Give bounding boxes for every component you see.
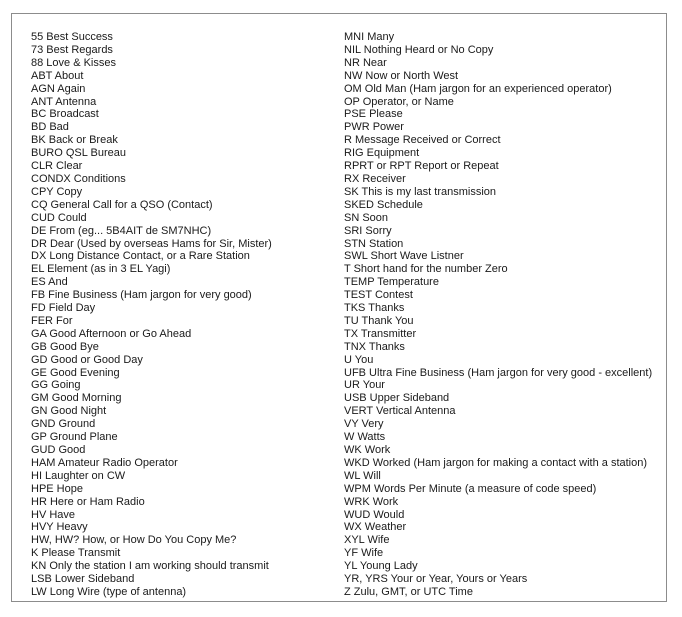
- abbreviation-item: TEMP Temperature: [344, 276, 439, 289]
- abbreviation-item: MNI Many: [344, 31, 395, 43]
- abbreviation-item: VERT Vertical Antenna: [344, 405, 456, 418]
- abbreviation-item: ES And: [31, 276, 68, 289]
- abbreviation-item: DR Dear (Used by overseas Hams for Sir, Mister): [31, 237, 272, 250]
- abbreviation-item: WUD Would: [344, 508, 405, 521]
- abbreviation-item: GUD Good: [31, 444, 86, 456]
- abbreviation-item: TKS Thanks: [344, 302, 405, 315]
- abbreviation-item: GE Good Evening: [31, 366, 120, 379]
- abbreviation-item: HR Here or Ham Radio: [31, 495, 145, 508]
- abbreviation-item: CLR Clear: [31, 160, 83, 173]
- abbreviation-item: 55 Best Success: [31, 31, 113, 43]
- abbreviation-item: GN Good Night: [31, 405, 107, 418]
- abbreviation-item: BK Back or Break: [31, 134, 118, 147]
- abbreviation-item: SRI Sorry: [344, 224, 392, 237]
- abbreviation-item: VY Very: [344, 418, 384, 431]
- abbreviation-item: SN Soon: [344, 211, 389, 224]
- abbreviation-item: HVY Heavy: [31, 521, 88, 534]
- abbreviation-item: WPM Words Per Minute (a measure of code speed): [344, 482, 597, 495]
- abbreviation-item: FER For: [31, 314, 73, 327]
- abbreviation-item: HPE Hope: [31, 482, 83, 495]
- abbreviation-item: NW Now or North West: [344, 69, 459, 82]
- abbreviation-item: CUD Could: [31, 211, 87, 224]
- abbreviation-item: BC Broadcast: [31, 108, 99, 121]
- abbreviation-item: RIG Equipment: [344, 147, 420, 160]
- abbreviation-item: DE From (eg... 5B4AIT de SM7NHC): [31, 224, 212, 237]
- abbreviation-item: WKD Worked (Ham jargon for making a contact with a station): [344, 456, 648, 469]
- abbreviation-item: WRK Work: [344, 495, 399, 508]
- abbreviation-item: HI Laughter on CW: [31, 469, 126, 482]
- abbreviation-item: HW, HW? How, or How Do You Copy Me?: [31, 534, 237, 547]
- abbreviation-item: PWR Power: [344, 121, 404, 134]
- abbreviation-item: STN Station: [344, 237, 404, 250]
- abbreviation-item: OP Operator, or Name: [344, 95, 454, 108]
- abbreviation-table: [11, 13, 667, 602]
- abbreviation-item: CQ General Call for a QSO (Contact): [31, 198, 213, 211]
- abbreviation-item: OM Old Man (Ham jargon for an experienced operator): [344, 82, 612, 95]
- abbreviation-item: NIL Nothing Heard or No Copy: [344, 43, 494, 56]
- abbreviation-item: R Message Received or Correct: [344, 134, 501, 147]
- abbreviation-item: TEST Contest: [344, 289, 413, 302]
- abbreviation-item: UR Your: [344, 379, 385, 392]
- abbreviation-item: GG Going: [31, 379, 81, 392]
- abbreviation-item: WK Work: [344, 444, 391, 456]
- abbreviation-list-right: [344, 31, 664, 599]
- abbreviation-item: GND Ground: [31, 418, 96, 431]
- abbreviation-item: YL Young Lady: [344, 560, 418, 573]
- abbreviation-item: CONDX Conditions: [31, 172, 126, 185]
- abbreviation-item: K Please Transmit: [31, 547, 121, 560]
- abbreviation-item: UFB Ultra Fine Business (Ham jargon for very good - excellent): [344, 366, 653, 379]
- abbreviation-item: GA Good Afternoon or Go Ahead: [31, 327, 192, 340]
- abbreviation-item: HV Have: [31, 508, 76, 521]
- abbreviation-item: DX Long Distance Contact, or a Rare Station: [31, 250, 250, 263]
- abbreviation-item: 88 Love & Kisses: [31, 56, 116, 69]
- abbreviation-item: NR Near: [344, 56, 387, 69]
- abbreviation-item: YR, YRS Your or Year, Yours or Years: [344, 573, 528, 586]
- abbreviation-item: W Watts: [344, 431, 386, 444]
- abbreviation-item: WX Weather: [344, 521, 407, 534]
- abbreviation-item: BD Bad: [31, 121, 69, 134]
- abbreviation-item: U You: [344, 353, 374, 366]
- abbreviation-item: AGN Again: [31, 82, 86, 95]
- abbreviation-item: SK This is my last transmission: [344, 185, 497, 198]
- abbreviation-item: YF Wife: [344, 547, 384, 560]
- abbreviation-item: HAM Amateur Radio Operator: [31, 456, 178, 469]
- abbreviation-item: RX Receiver: [344, 172, 406, 185]
- abbreviation-item: ANT Antenna: [31, 95, 97, 108]
- abbreviation-item: CPY Copy: [31, 185, 83, 198]
- abbreviation-item: PSE Please: [344, 108, 403, 121]
- abbreviation-item: GD Good or Good Day: [31, 353, 143, 366]
- abbreviation-item: LSB Lower Sideband: [31, 573, 135, 586]
- abbreviation-item: RPRT or RPT Report or Repeat: [344, 160, 499, 173]
- abbreviation-item: SKED Schedule: [344, 198, 423, 211]
- abbreviation-item: SWL Short Wave Listner: [344, 250, 464, 263]
- abbreviation-item: TX Transmitter: [344, 327, 417, 340]
- abbreviation-item: GB Good Bye: [31, 340, 99, 353]
- abbreviation-list-left: [31, 31, 331, 599]
- abbreviation-item: KN Only the station I am working should transmit: [31, 560, 269, 573]
- abbreviation-item: T Short hand for the number Zero: [344, 263, 508, 276]
- abbreviation-item: BURO QSL Bureau: [31, 147, 126, 160]
- abbreviation-item: GM Good Morning: [31, 392, 122, 405]
- abbreviation-item: Z Zulu, GMT, or UTC Time: [344, 585, 473, 598]
- abbreviation-item: FB Fine Business (Ham jargon for very good): [31, 289, 252, 302]
- abbreviation-item: TU Thank You: [344, 314, 414, 327]
- abbreviation-item: FD Field Day: [31, 302, 96, 315]
- abbreviation-item: GP Ground Plane: [31, 431, 118, 444]
- abbreviation-item: USB Upper Sideband: [344, 392, 450, 405]
- abbreviation-item: WL Will: [344, 469, 381, 482]
- abbreviation-item: TNX Thanks: [344, 340, 405, 353]
- abbreviation-item: 73 Best Regards: [31, 43, 113, 56]
- abbreviation-item: XYL Wife: [344, 534, 390, 547]
- abbreviation-item: EL Element (as in 3 EL Yagi): [31, 263, 171, 276]
- abbreviation-item: ABT About: [31, 69, 84, 82]
- abbreviation-item: LW Long Wire (type of antenna): [31, 585, 187, 598]
